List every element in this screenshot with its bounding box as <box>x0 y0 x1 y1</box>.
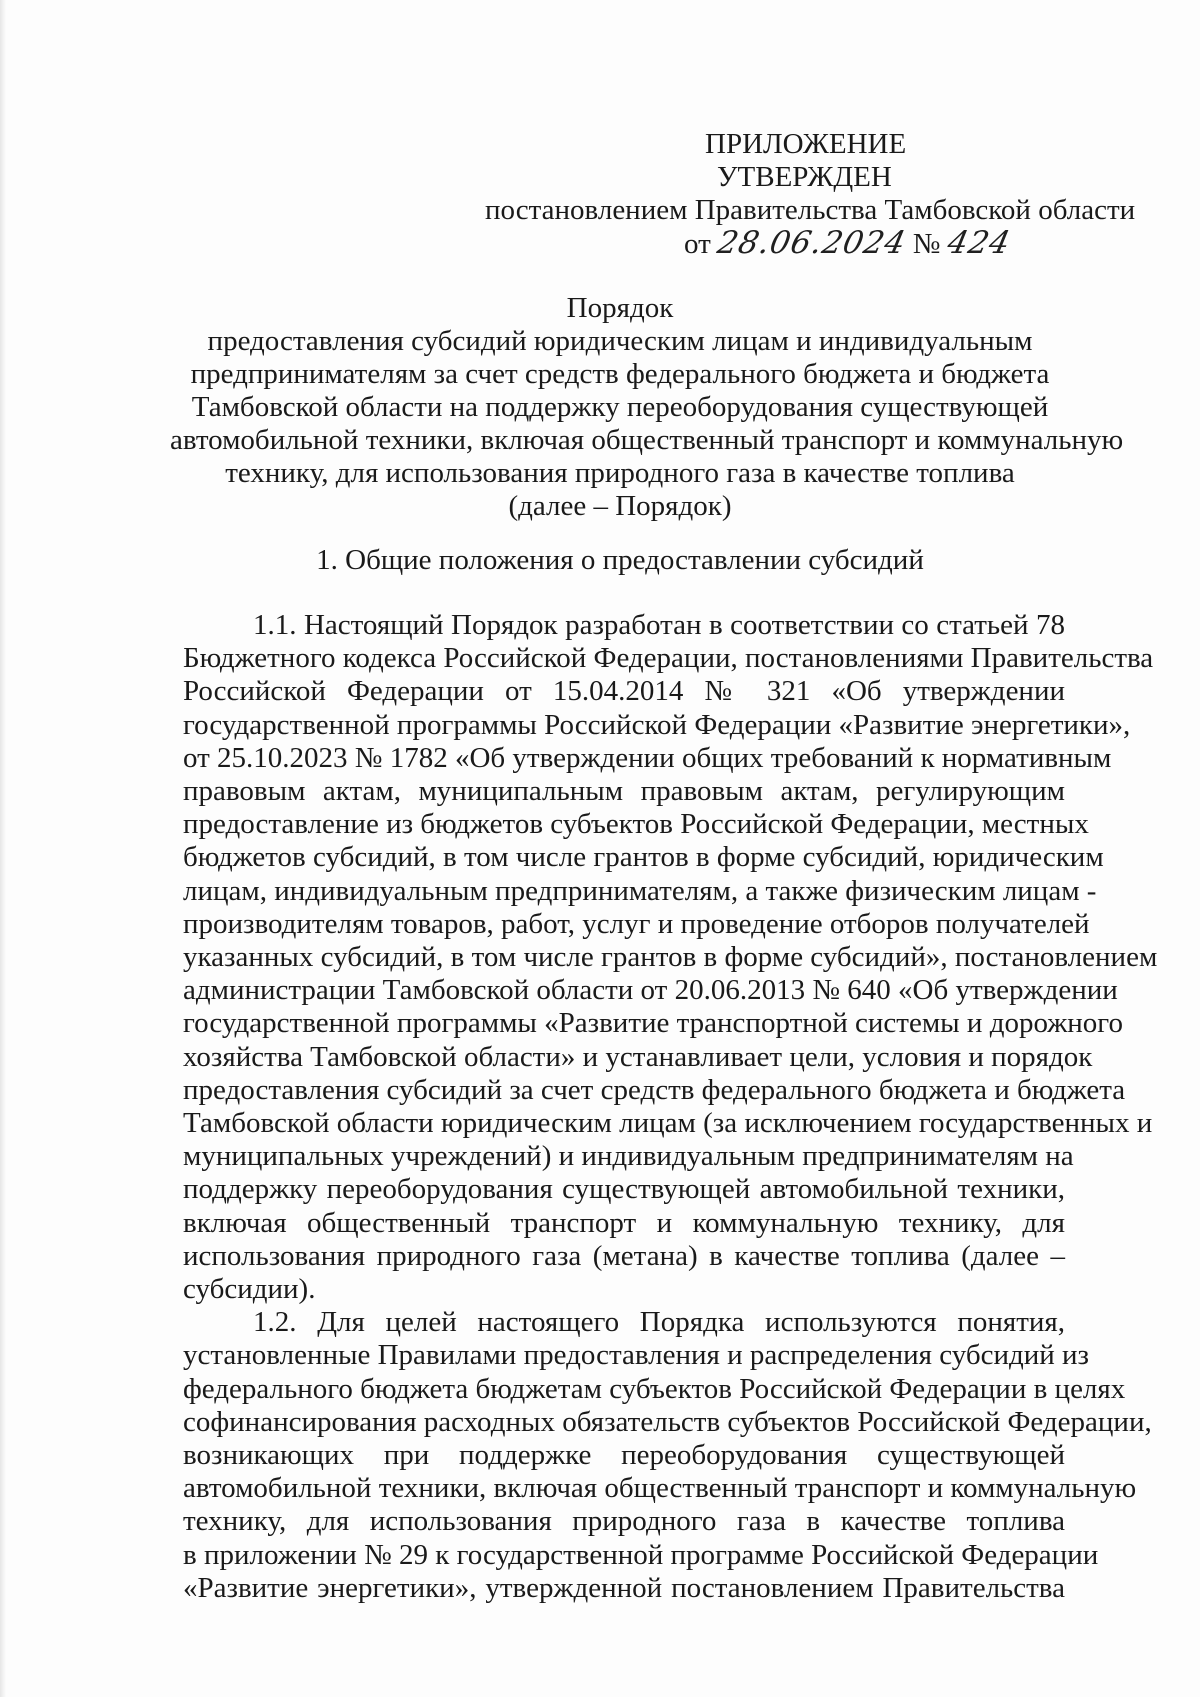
paragraph-line: использования природного газа (метана) в качестве топлива (далее – <box>183 1239 1065 1272</box>
paragraph-line: предоставление из бюджетов субъектов Российской Федерации, местных <box>183 808 1089 841</box>
title-line: (далее – Порядок) <box>508 490 732 522</box>
paragraph-line: автомобильной техники, включая общественный транспорт и коммунальную <box>183 1472 1137 1505</box>
paragraph-line: 1.1. Настоящий Порядок разработан в соответствии со статьей 78 <box>253 609 1065 641</box>
approval-block <box>480 128 1160 261</box>
approved-by-text: постановлением Правительства Тамбовской области <box>485 194 1136 226</box>
paragraph-line: Российской Федерации от 15.04.2014 № 321 «Об утверждении <box>183 675 1065 708</box>
handwritten-date: 28.06.2024 <box>714 225 910 261</box>
paragraph-line: установленные Правилами предоставления и распределения субсидий из <box>183 1339 1090 1372</box>
document-title <box>170 292 1124 523</box>
paragraph-line: указанных субсидий, в том числе грантов в форме субсидий», постановлением <box>183 941 1158 974</box>
body-paragraphs <box>183 609 1158 1605</box>
paragraph-line: технику, для использования природного газа в качестве топлива <box>183 1505 1065 1538</box>
paragraph-line: хозяйства Тамбовской области» и устанавливает цели, условия и порядок <box>183 1040 1093 1073</box>
paragraph-line: производителям товаров, работ, услуг и проведение отборов получателей <box>183 907 1090 940</box>
paragraph-line: администрации Тамбовской области от 20.06.2013 № 640 «Об утверждении <box>183 974 1118 1007</box>
title-line: предоставления субсидий юридическим лицам и индивидуальным <box>207 325 1033 357</box>
paragraph-line: государственной программы Российской Федерации «Развитие энергетики», <box>183 708 1131 741</box>
title-line: Тамбовской области на поддержку переоборудования существующей <box>191 391 1049 423</box>
paragraph-line: включая общественный транспорт и коммунальную технику, для <box>183 1206 1065 1239</box>
title-line: автомобильной техники, включая общественный транспорт и коммунальную <box>170 424 1124 456</box>
handwritten-number: 424 <box>943 225 1014 261</box>
paragraph-line: муниципальных учреждений) и индивидуальным предпринимателям на <box>183 1140 1074 1173</box>
title-line: предпринимателям за счет средств федерального бюджета и бюджета <box>190 358 1050 390</box>
appendix-label: ПРИЛОЖЕНИЕ <box>705 128 907 160</box>
paragraph-line: предоставления субсидий за счет средств федерального бюджета и бюджета <box>183 1073 1126 1106</box>
paragraph-line: в приложении № 29 к государственной программе Российской Федерации <box>183 1538 1099 1571</box>
paragraph-line: Бюджетного кодекса Российской Федерации, постановлениями Правительства <box>183 642 1154 675</box>
paragraph-line: софинансирования расходных обязательств субъектов Российской Федерации, <box>183 1405 1152 1438</box>
paragraph-line: Тамбовской области юридическим лицам (за исключением государственных и <box>183 1107 1153 1140</box>
paragraph-line: лицам, индивидуальным предпринимателям, а также физическим лицам - <box>183 874 1097 907</box>
paragraph-line: бюджетов субсидий, в том числе грантов в форме субсидий, юридическим <box>183 841 1104 874</box>
approval-date-line <box>480 227 1160 261</box>
paragraph-line: «Развитие энергетики», утвержденной постановлением Правительства <box>183 1571 1065 1604</box>
paragraph-line: 1.2. Для целей настоящего Порядка используются понятия, <box>253 1306 1065 1339</box>
paragraph-line: правовым актам, муниципальным правовым актам, регулирующим <box>183 775 1065 808</box>
paragraph-line: поддержку переоборудования существующей автомобильной техники, <box>183 1173 1065 1206</box>
paragraph-line: от 25.10.2023 № 1782 «Об утверждении общих требований к нормативным <box>183 741 1112 774</box>
number-prefix: № <box>912 228 941 260</box>
paragraph-line: возникающих при поддержке переоборудования существующей <box>183 1439 1065 1472</box>
scan-edge <box>0 0 6 1697</box>
section-heading: 1. Общие положения о предоставлении субсидий <box>316 544 924 576</box>
approved-label: УТВЕРЖДЕН <box>717 161 892 193</box>
paragraph-line: субсидии). <box>183 1273 316 1306</box>
date-prefix: от <box>684 228 711 260</box>
paragraph-line: государственной программы «Развитие транспортной системы и дорожного <box>183 1007 1123 1040</box>
title-line: технику, для использования природного газа в качестве топлива <box>225 457 1015 489</box>
paragraph-line: федерального бюджета бюджетам субъектов Российской Федерации в целях <box>183 1372 1126 1405</box>
title-heading: Порядок <box>566 292 674 324</box>
